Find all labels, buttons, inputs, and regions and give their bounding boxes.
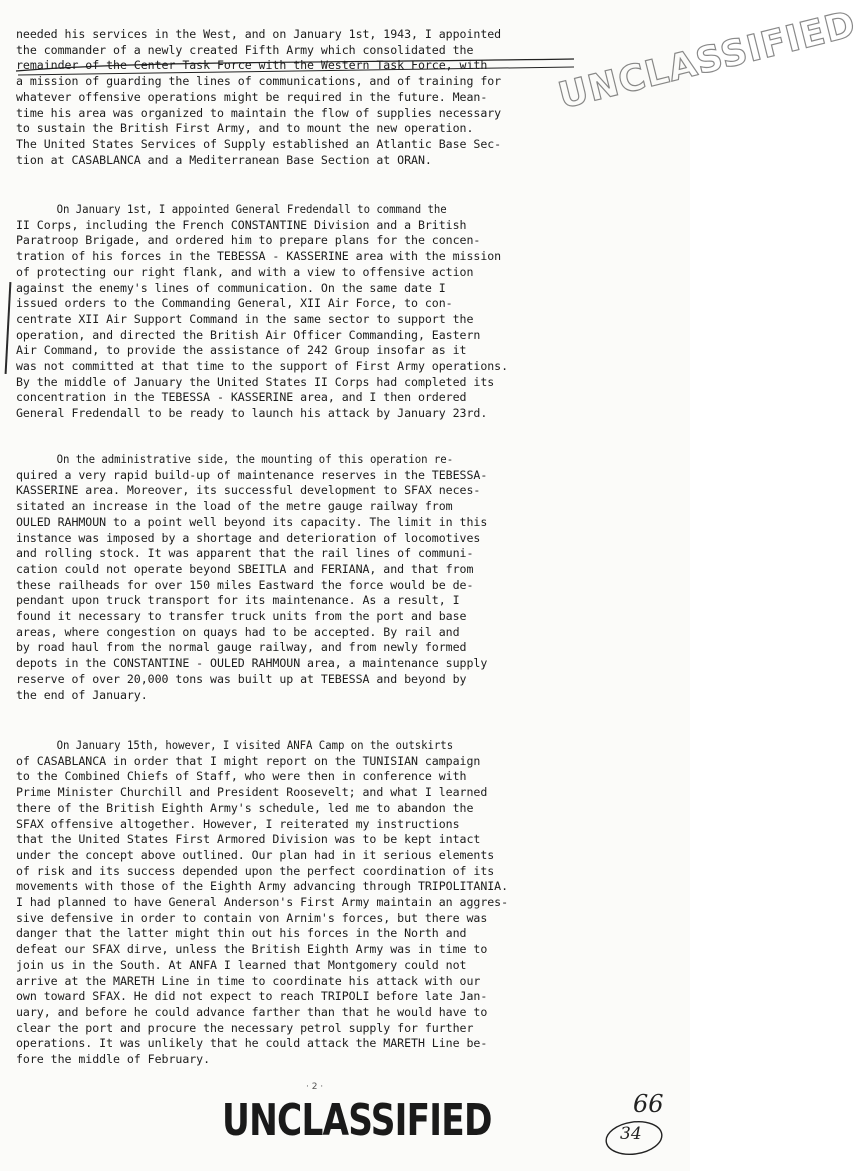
text-line: operation, and directed the British Air Officer Commanding, Eastern xyxy=(16,327,481,342)
text-line: the commander of a newly created Fifth Army which consolidated the xyxy=(16,42,474,57)
text-line: quired a very rapid build-up of maintenance reserves in the TEBESSA- xyxy=(16,467,488,482)
text-line: II Corps, including the French CONSTANTINE Division and a British xyxy=(16,217,467,232)
paragraph-1 xyxy=(16,27,586,168)
text-line: I had planned to have General Anderson's First Army maintain an aggres- xyxy=(16,895,509,910)
text-line: there of the British Eighth Army's schedule, led me to abandon the xyxy=(16,800,474,815)
text-line: cation could not operate beyond SBEITLA and FERIANA, and that from xyxy=(16,561,474,576)
text-line: fore the middle of February. xyxy=(16,1052,211,1067)
text-line: issued orders to the Commanding General, XII Air Force, to con- xyxy=(16,296,453,311)
text-line: arrive at the MARETH Line in time to coordinate his attack with our xyxy=(16,973,481,988)
text-line: On the administrative side, the mounting of this operation re- xyxy=(56,452,454,466)
text-line: whatever offensive operations might be required in the future. Mean- xyxy=(16,89,488,104)
text-line: General Fredendall to be ready to launch his attack by January 23rd. xyxy=(16,406,488,421)
text-line: under the concept above outlined. Our plan had in it serious elements xyxy=(16,847,495,862)
text-line: of risk and its success depended upon the perfect coordination of its xyxy=(16,863,495,878)
text-line: found it necessary to transfer truck units from the port and base xyxy=(16,609,467,624)
text-line: of CASABLANCA in order that I might report on the TUNISIAN campaign xyxy=(16,753,481,768)
paragraph-4 xyxy=(16,738,586,1068)
text-line: these railheads for over 150 miles Eastward the force would be de- xyxy=(16,577,474,592)
text-line: danger that the latter might thin out his forces in the North and xyxy=(16,926,467,941)
handwritten-circled-number: 34 xyxy=(620,1124,642,1144)
text-line: depots in the CONSTANTINE - OULED RAHMOUN area, a maintenance supply xyxy=(16,656,488,671)
text-line: KASSERINE area. Moreover, its successful development to SFAX neces- xyxy=(16,483,481,498)
text-line: against the enemy's lines of communication. On the same date I xyxy=(16,280,446,295)
text-line: tion at CASABLANCA and a Mediterranean Base Section at ORAN. xyxy=(16,152,432,167)
text-line: On January 15th, however, I visited ANFA Camp on the outskirts xyxy=(56,738,454,752)
stamp-mark: · 2 · xyxy=(306,1082,324,1092)
text-line: was not committed at that time to the support of First Army operations. xyxy=(16,359,509,374)
text-line: tration of his forces in the TEBESSA - KASSERINE area with the mission xyxy=(16,249,502,264)
text-line: clear the port and procure the necessary petrol supply for further xyxy=(16,1020,474,1035)
text-line: uary, and before he could advance farther than that he would have to xyxy=(16,1004,488,1019)
text-line: On January 1st, I appointed General Fredendall to command the xyxy=(56,202,447,216)
text-line: to sustain the British First Army, and to mount the new operation. xyxy=(16,121,474,136)
text-line: remainder of the Center Task Force with the Western Task Force, with xyxy=(16,58,488,73)
text-line: reserve of over 20,000 tons was built up at TEBESSA and beyond by xyxy=(16,671,467,686)
text-line: Air Command, to provide the assistance of 242 Group insofar as it xyxy=(16,343,467,358)
text-line: join us in the South. At ANFA I learned that Montgomery could not xyxy=(16,957,467,972)
text-line: SFAX offensive altogether. However, I reiterated my instructions xyxy=(16,816,460,831)
handwritten-page-number: 66 xyxy=(633,1090,664,1118)
text-line: areas, where congestion on quays had to be accepted. By rail and xyxy=(16,624,460,639)
text-line: pendant upon truck transport for its maintenance. As a result, I xyxy=(16,593,460,608)
text-line: instance was imposed by a shortage and deterioration of locomotives xyxy=(16,530,481,545)
text-line: Prime Minister Churchill and President Roosevelt; and what I learned xyxy=(16,785,488,800)
text-line: defeat our SFAX dirve, unless the British Eighth Army was in time to xyxy=(16,942,488,957)
margin-mark xyxy=(5,282,12,374)
text-line: to the Combined Chiefs of Staff, who were then in conference with xyxy=(16,769,467,784)
text-line: OULED RAHMOUN to a point well beyond its capacity. The limit in this xyxy=(16,514,488,529)
text-line: the end of January. xyxy=(16,687,148,702)
text-line: needed his services in the West, and on January 1st, 1943, I appointed xyxy=(16,27,502,41)
text-line: By the middle of January the United States II Corps had completed its xyxy=(16,374,495,389)
text-line: time his area was organized to maintain the flow of supplies necessary xyxy=(16,105,502,120)
paragraph-3 xyxy=(16,452,586,703)
text-line: sive defensive in order to contain von Arnim's forces, but there was xyxy=(16,910,488,925)
text-line: a mission of guarding the lines of communications, and of training for xyxy=(16,74,502,89)
unclassified-stamp-top: UNCLASSIFIED xyxy=(554,3,860,118)
text-line: centrate XII Air Support Command in the same sector to support the xyxy=(16,311,474,326)
text-line: operations. It was unlikely that he could attack the MARETH Line be- xyxy=(16,1036,488,1051)
text-line: and rolling stock. It was apparent that the rail lines of communi- xyxy=(16,546,474,561)
text-line: of protecting our right flank, and with a view to offensive action xyxy=(16,264,474,279)
text-line: by road haul from the normal gauge railway, and from newly formed xyxy=(16,640,467,655)
text-line: own toward SFAX. He did not expect to reach TRIPOLI before late Jan- xyxy=(16,989,488,1004)
text-line: sitated an increase in the load of the metre gauge railway from xyxy=(16,499,453,514)
text-line: movements with those of the Eighth Army advancing through TRIPOLITANIA. xyxy=(16,879,509,894)
unclassified-stamp-bottom: UNCLASSIFIED xyxy=(222,1095,492,1146)
paragraph-2 xyxy=(16,202,586,422)
text-line: Paratroop Brigade, and ordered him to prepare plans for the concen- xyxy=(16,233,481,248)
text-line: concentration in the TEBESSA - KASSERINE area, and I then ordered xyxy=(16,390,467,405)
text-line: The United States Services of Supply established an Atlantic Base Sec- xyxy=(16,136,502,151)
text-line: that the United States First Armored Division was to be kept intact xyxy=(16,832,481,847)
